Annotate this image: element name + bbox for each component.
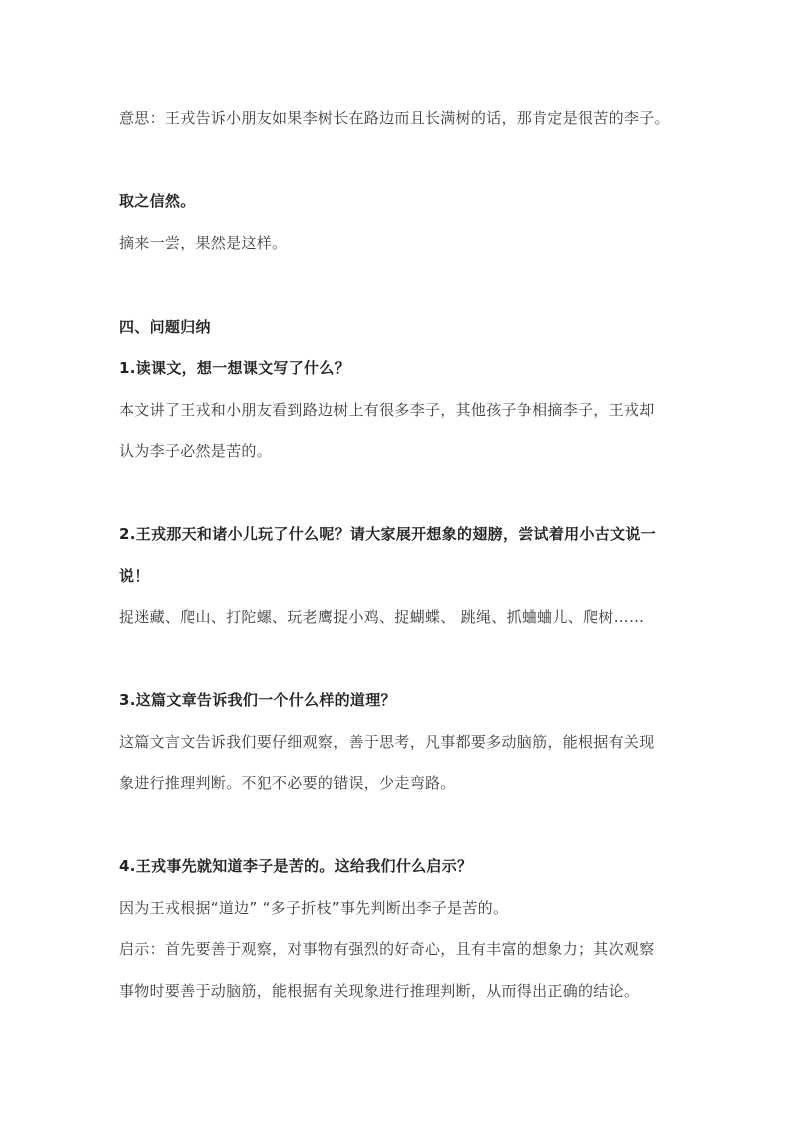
answer-4-line-3: 事物时要善于动脑筋，能根据有关现象进行推理判断，从而得出正确的结论。 — [119, 982, 640, 1000]
answer-1-line-2: 认为李子必然是苦的。 — [119, 442, 273, 460]
answer-4-line-1: 因为王戎根据“道边” “多子折枝”事先判断出李子是苦的。 — [119, 899, 509, 917]
meaning-paragraph: 意思：王戎告诉小朋友如果李树长在路边而且长满树的话，那肯定是很苦的李子。 — [119, 109, 670, 127]
answer-2-line-1: 捉迷藏、爬山、打陀螺、玩老鹰捉小鸡、捉蝴蝶、 跳绳、抓蛐蛐儿、爬树…… — [119, 608, 645, 626]
answer-4-line-2: 启示：首先要善于观察，对事物有强烈的好奇心，且有丰富的想象力；其次观察 — [119, 940, 655, 958]
answer-3-line-1: 这篇文言文告诉我们要仔细观察，善于思考，凡事都要多动脑筋，能根据有关现 — [119, 733, 655, 751]
section-heading: 四、问题归纳 — [119, 318, 211, 336]
answer-1-line-1: 本文讲了王戎和小朋友看到路边树上有很多李子，其他孩子争相摘李子，王戎却 — [119, 401, 655, 419]
classical-translation: 摘来一尝，果然是这样。 — [119, 234, 288, 252]
question-3: 3.这篇文章告诉我们一个什么样的道理？ — [119, 691, 396, 709]
question-2-line-1: 2.王戎那天和诸小儿玩了什么呢？请大家展开想象的翅膀，尝试着用小古文说一 — [119, 525, 656, 543]
answer-3-line-2: 象进行推理判断。不犯不必要的错误，少走弯路。 — [119, 774, 456, 792]
question-2-line-2: 说！ — [119, 567, 150, 585]
question-4: 4.王戎事先就知道李子是苦的。这给我们什么启示？ — [119, 857, 473, 875]
question-1: 1.读课文，想一想课文写了什么？ — [119, 359, 350, 377]
classical-sentence: 取之信然。 — [119, 192, 196, 210]
